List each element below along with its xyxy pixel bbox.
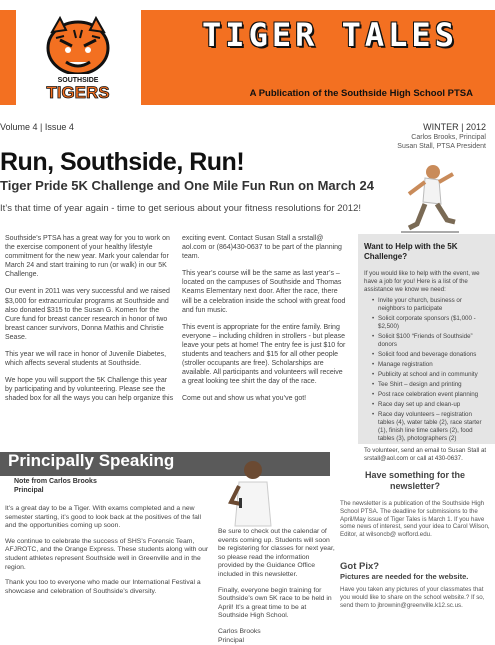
help-box-intro: If you would like to help with the event, we have a job for you! Here is a list of the assistance we know we need: xyxy=(364,270,480,293)
principal-section-title: Principally Speaking xyxy=(8,451,175,470)
article-column-1 xyxy=(5,234,175,412)
volume-issue: Volume 4 | Issue 4 xyxy=(0,122,74,132)
season-year: WINTER | 2012 xyxy=(423,122,486,132)
help-task-list xyxy=(364,297,489,443)
article-column-2 xyxy=(182,234,347,412)
principal-photo xyxy=(225,458,280,526)
principal-column-2 xyxy=(218,528,336,645)
article-paragraph: Our event in 2011 was very successful and we raised $3,000 for extracurricular programs at Southside and also donated $315 to the Susan G. Komen for the Cure fund for breast cancer research in honor of two breast cancer survivors, Donna Mathis and Christie Sease. xyxy=(5,288,170,341)
help-task-item: • Solicit corporate sponsors ($1,000 - $2,500) xyxy=(372,315,489,331)
logo-text-top: SOUTHSIDE xyxy=(57,77,99,84)
tigers-logo xyxy=(16,10,141,105)
article-paragraph: This event is appropriate for the entire family. Bring everyone – including children in strollers - but please leave your pets at home! The entry fee is just $10 for students and teachers and $15 for all other people (stroller occupants are free). Scholarships are available. All participants and volunteers will receive a great looking tee shirt the day of the race. xyxy=(182,323,346,386)
article-paragraph: Southside’s PTSA has a great way for you to work on the exercise component of your healthy lifestyle commitment for the new year. Mark your calendar for March 24 and start training to run (or walk) in our 5K Challenge. xyxy=(5,235,170,279)
principal-paragraph: Thank you too to everyone who made our International Festival a showcase and celebration of Southside’s diversity. xyxy=(5,579,201,595)
principal-paragraph: Be sure to check out the calendar of events coming up. Students will soon be registering for classes for next year, so please read the information provided by the Guidance Office included in this newsletter. xyxy=(218,528,335,578)
help-task-item: • Solicit $100 “Friends of Southside” donors xyxy=(372,333,489,349)
staff-principal: Carlos Brooks, Principal xyxy=(411,134,486,141)
newsletter-title: TIGER TALES xyxy=(202,16,458,54)
principal-note-heading xyxy=(14,478,97,495)
principal-column-1 xyxy=(5,505,210,603)
article-paragraph: exciting event. Contact Susan Stall a srstall@ aol.com or (864)430-0637 to be part of the planning team. xyxy=(182,235,342,261)
help-task-item: • Tee Shirt – design and printing xyxy=(372,381,489,389)
article-paragraph: Come out and show us what you’ve got! xyxy=(182,395,307,403)
principal-signature-name: Carlos Brooks xyxy=(218,627,261,635)
help-task-item: • Solicit food and beverage donations xyxy=(372,351,489,359)
principal-note-role: Principal xyxy=(14,486,44,494)
help-task-item: • Invite your church, business or neighbors to participate xyxy=(372,297,489,313)
article-paragraph: This year’s course will be the same as last year’s – located on the campuses of Southside and Thomas Kearns Elementary next door. After the race, there will be a celebration inside the school with great food and fun music. xyxy=(182,270,346,314)
volunteer-help-box xyxy=(358,234,495,462)
staff-president: Susan Stall, PTSA President xyxy=(397,143,486,150)
help-task-item: • Race day volunteers – registration tables (4), water table (2), race starter (1), finish line time callers (2), food tables (3), photographers (2) xyxy=(372,411,489,443)
got-pix-subtitle: Pictures are needed for the website. xyxy=(340,572,469,581)
staff-credits xyxy=(397,133,486,151)
runner-photo xyxy=(395,162,465,234)
newsletter-callout-title: Have something for the newsletter? xyxy=(364,470,465,491)
help-box-outro: To volunteer, send an email to Susan Stall at srstall@aol.com or call at 430-0637. xyxy=(364,447,487,462)
help-task-item: • Post race celebration event planning xyxy=(372,391,489,399)
article-headline: Run, Southside, Run! xyxy=(0,148,245,176)
principal-signature-title: Principal xyxy=(218,636,245,644)
help-task-item: • Race day set up and clean-up xyxy=(372,401,489,409)
principal-paragraph: It’s a great day to be a Tiger. With exams completed and a new semester starting, it’s good to look back at the positives of the fall and the opportunities coming up soon. xyxy=(5,505,201,530)
principal-note-line: Note from Carlos Brooks xyxy=(14,478,97,485)
logo-text-bottom: TIGERS xyxy=(46,83,110,102)
help-task-item: • Publicity at school and in community xyxy=(372,371,489,379)
article-paragraph: This year we will race in honor of Juvenile Diabetes, which affects several students at Southside. xyxy=(5,351,167,368)
principal-paragraph: Finally, everyone begin training for Southside’s own 5K race to be held in April! It’s a great time to be at Southside High School. xyxy=(218,586,332,620)
got-pix-body: Have you taken any pictures of your classmates that you would like to share on the school website.? If so, send them to jbrownin@greenville.k12.sc.us. xyxy=(340,586,485,609)
article-paragraph: We hope you will support the 5K Challenge this year by participating and by volunteering. Please see the shaded box for all the ways you can help organize this xyxy=(5,377,174,403)
article-subheadline: Tiger Pride 5K Challenge and One Mile Fun Run on March 24 xyxy=(0,178,374,193)
principal-paragraph: We continue to celebrate the success of SHS’s Forensic Team, AFJROTC, and the Orange Express. These students along with our student athletes represent Southside well in Greenville and in the region. xyxy=(5,537,209,571)
article-intro: It’s that time of year again - time to get serious about your fitness resolutions for 2012! xyxy=(0,203,362,214)
help-task-item: • Manage registration xyxy=(372,361,489,369)
newsletter-callout-body: The newsletter is a publication of the Southside High School PTSA. The deadline for submissions to the April/May issue of Tiger Tales is March 1. If you have some news of interest, send your idea to Carol Wilson, Editor, at wilsoncb@ wofford.edu. xyxy=(340,500,490,539)
help-box-title: Want to Help with the 5K Challenge? xyxy=(364,242,458,261)
masthead-header xyxy=(0,0,495,105)
got-pix-title: Got Pix? xyxy=(340,561,380,572)
publication-tagline: A Publication of the Southside High School PTSA xyxy=(249,88,473,99)
